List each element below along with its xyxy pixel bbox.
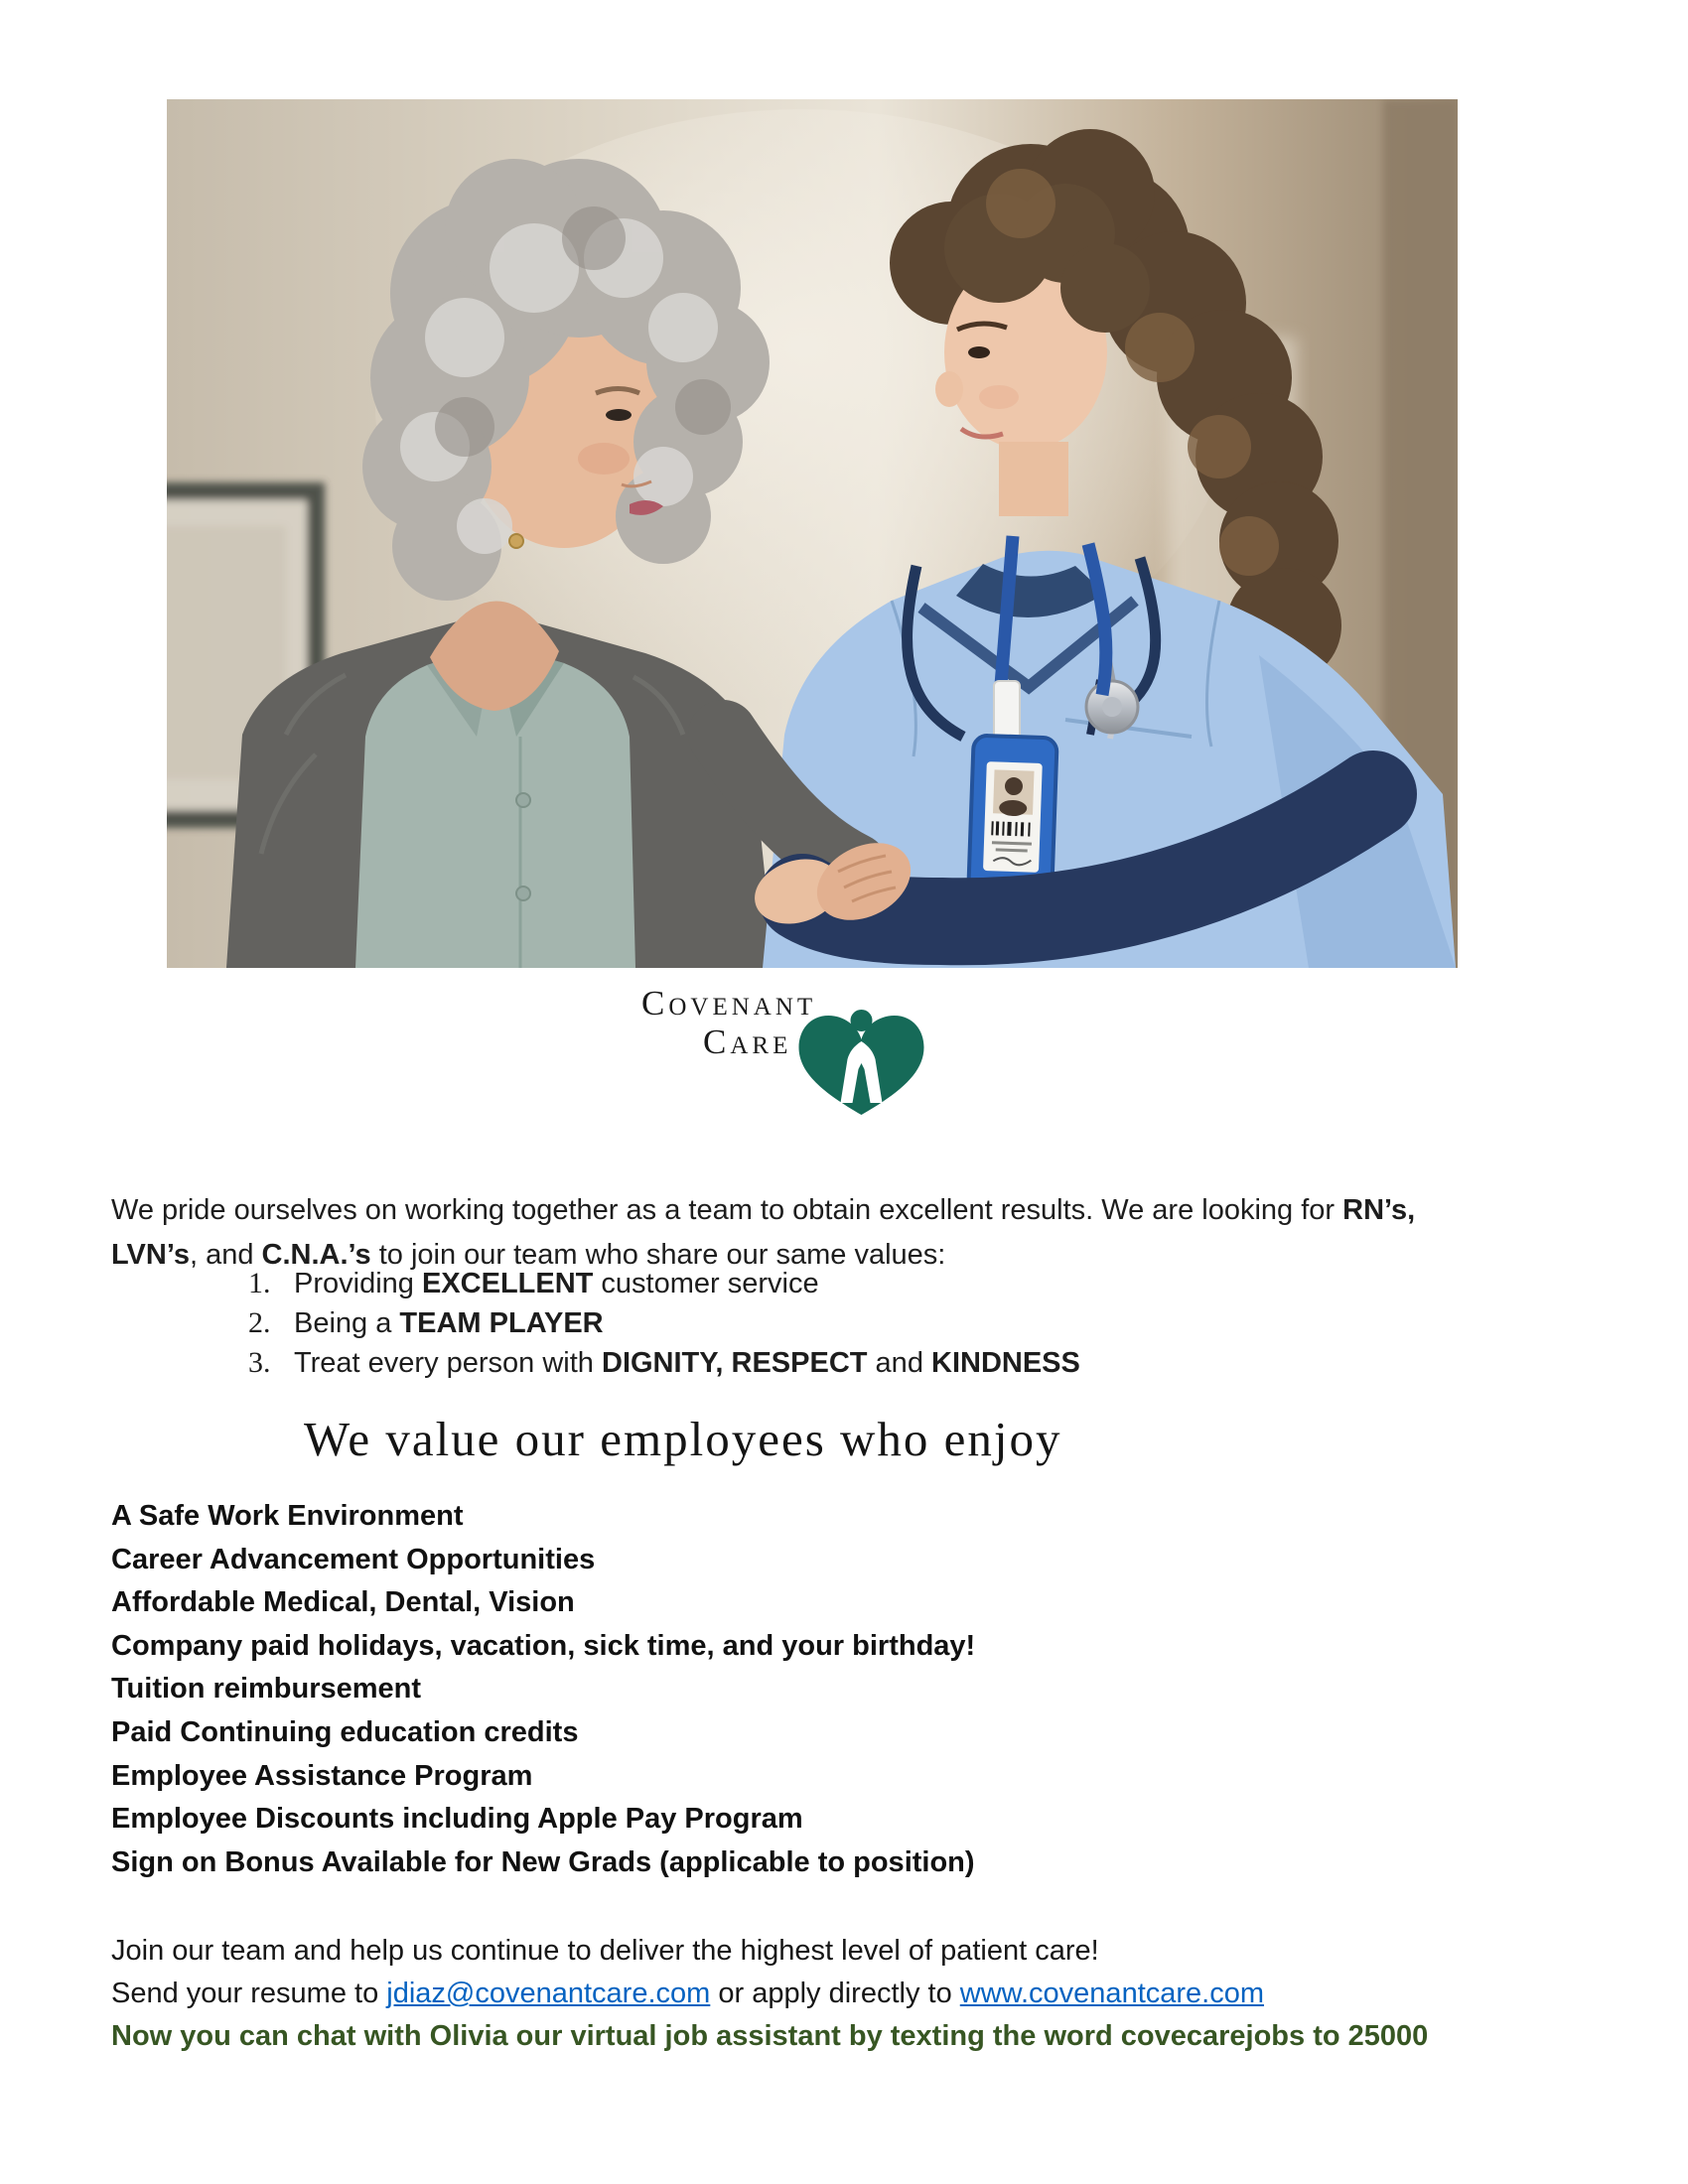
intro-bold-rns: RN’s, [1342, 1194, 1416, 1226]
heart-person-icon [794, 1006, 926, 1117]
list-number: 1. [248, 1267, 271, 1299]
intro-text: We pride ourselves on working together as a team to obtain excellent results. We are looking for [111, 1194, 1343, 1226]
website-link[interactable]: www.covenantcare.com [959, 1978, 1265, 2009]
id-badge [968, 736, 1056, 895]
logo-covenant-text: COVENANT [641, 984, 817, 1023]
list-number: 3. [248, 1346, 271, 1379]
contact-line: Send your resume to jdiaz@covenantcare.com or apply directly to www.covenantcare.com [111, 1978, 1265, 2009]
values-item-3: 3. Treat every person with DIGNITY, RESPECT and KINDNESS [248, 1346, 1080, 1379]
closing-line: Join our team and help us continue to deliver the highest level of patient care! [111, 1935, 1099, 1967]
benefit-item: Paid Continuing education credits [111, 1715, 579, 1748]
covenant-care-logo [641, 986, 816, 1063]
earring [509, 534, 523, 548]
intro-paragraph: We pride ourselves on working together as a team to obtain excellent results. We are looking for RN’s, LVN’s, and C.N.A.’s to join our team who share our same values: [111, 1194, 1416, 1271]
benefits-list [111, 1495, 975, 1884]
benefit-item: Company paid holidays, vacation, sick time, and your birthday! [111, 1629, 976, 1662]
closing-block [111, 1930, 1428, 2058]
intro-bold-cnas: C.N.A.’s [261, 1239, 371, 1271]
values-item-2: 2. Being a TEAM PLAYER [248, 1306, 604, 1339]
benefit-item: A Safe Work Environment [111, 1500, 464, 1532]
section-heading: We value our employees who enjoy [304, 1412, 1062, 1466]
email-link[interactable]: jdiaz@covenantcare.com [386, 1978, 711, 2009]
benefit-item: Employee Assistance Program [111, 1759, 533, 1792]
benefit-item: Affordable Medical, Dental, Vision [111, 1586, 575, 1619]
benefit-item: Employee Discounts including Apple Pay Program [111, 1803, 803, 1836]
benefit-item: Career Advancement Opportunities [111, 1543, 596, 1575]
intro-bold-lvns: LVN’s [111, 1239, 190, 1271]
benefit-item: Sign on Bonus Available for New Grads (applicable to position) [111, 1845, 975, 1878]
list-number: 2. [248, 1306, 271, 1339]
benefit-item: Tuition reimbursement [111, 1673, 422, 1706]
values-list [111, 1267, 1080, 1386]
caregiver-photo [167, 99, 1458, 968]
caregiver-photo-art [167, 99, 1458, 968]
chat-assistant-line: Now you can chat with Olivia our virtual job assistant by texting the word covecarejobs to 25000 [111, 2020, 1429, 2052]
values-item-1: 1. Providing EXCELLENT customer service [248, 1267, 819, 1299]
logo-care-text: CARE [703, 1023, 792, 1061]
